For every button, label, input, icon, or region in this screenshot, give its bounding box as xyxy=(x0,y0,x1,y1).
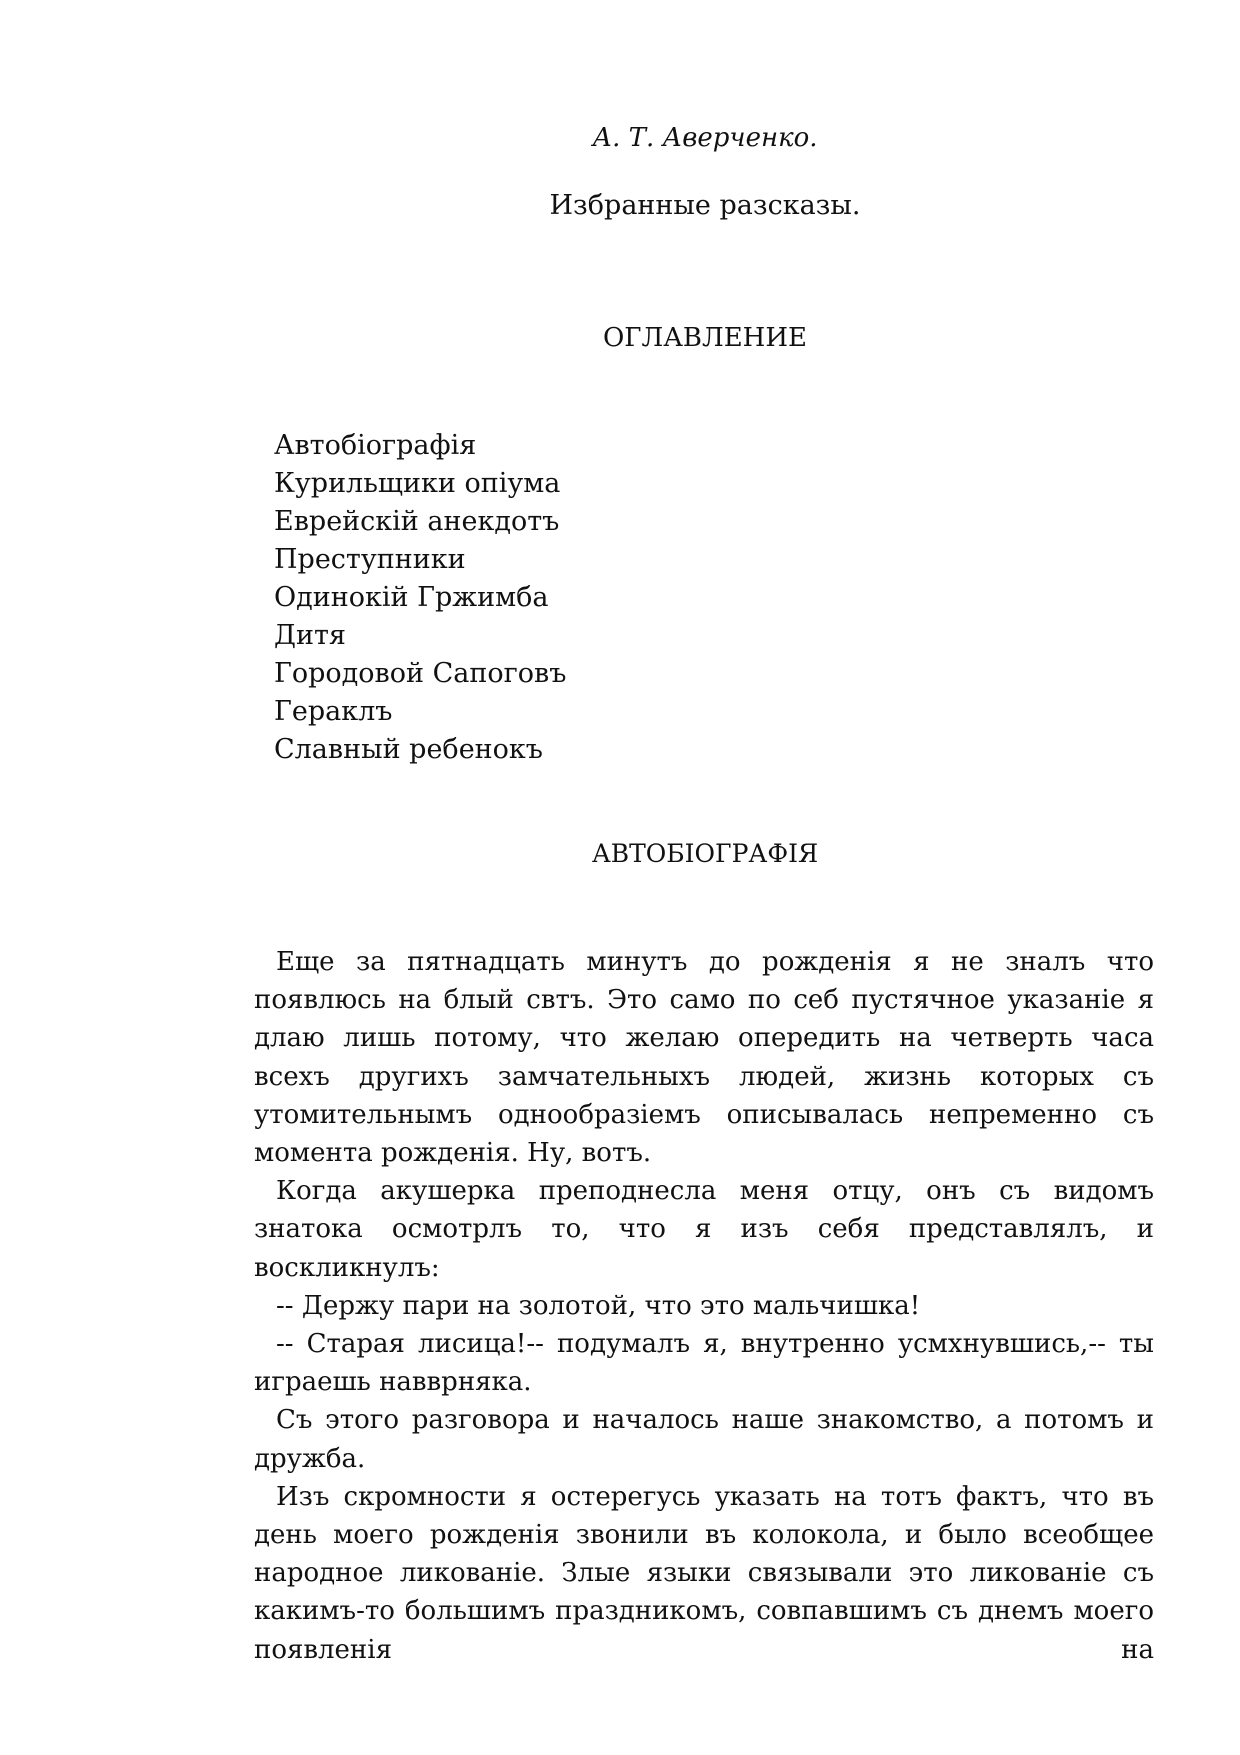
toc-heading: ОГЛАВЛЕНИЕ xyxy=(602,323,808,353)
toc-item-nice-child: Славный ребенокъ xyxy=(274,734,543,765)
section-heading: АВТОБІОГРАФІЯ xyxy=(591,839,819,868)
toc-item-criminals: Преступники xyxy=(274,544,466,575)
section-body xyxy=(254,943,1154,1669)
author-name: А. Т. Аверченко. xyxy=(592,123,818,153)
toc-item-policeman-sapogov: Городовой Сапоговъ xyxy=(274,658,567,689)
book-title: Избранные разсказы. xyxy=(549,190,861,221)
paragraph: -- Старая лисица!-- подумалъ я, внутренно усмхнувшись,-- ты играешь навврняка. xyxy=(254,1329,1154,1398)
paragraph: Съ этого разговора и началось наше знакомство, а потомъ и дружба. xyxy=(254,1405,1154,1474)
toc-item-opium-smokers: Курильщики опіума xyxy=(274,468,561,499)
table-of-contents xyxy=(274,427,566,769)
toc-item-autobiography: Автобіографія xyxy=(274,430,477,461)
toc-item-child: Дитя xyxy=(274,620,346,651)
paragraph: Еще за пятнадцать минутъ до рожденія я не зналъ что появлюсь на блый свтъ. Это само по себ пустячное указаніе я длаю лишь потому, что желаю опередить на четверть часа всехъ другихъ замчательныхъ людей, жизнь которых съ утомительнымъ однообразіемъ описывалась непременно съ момента рожденія. Ну, вотъ. xyxy=(254,947,1154,1169)
paragraph: Когда акушерка преподнесла меня отцу, онъ съ видомъ знатока осмотрлъ то, что я изъ себя представлялъ, и воскликнулъ: xyxy=(254,1176,1154,1283)
toc-item-jewish-anecdote: Еврейскій анекдотъ xyxy=(274,506,560,537)
toc-item-heracles: Гераклъ xyxy=(274,696,393,727)
paragraph: -- Держу пари на золотой, что это мальчишка! xyxy=(276,1290,921,1321)
paragraph: Изъ скромности я остерегусь указать на тотъ фактъ, что въ день моего рожденія звонили въ колокола, и было всеобщее народное ликованіе. Злые языки связывали это ликованіе съ какимъ-то большимъ праздникомъ, совпавшимъ съ днемъ моего появленія на xyxy=(254,1481,1154,1665)
toc-item-lonely-grzhimba: Одинокій Гржимба xyxy=(274,582,549,613)
